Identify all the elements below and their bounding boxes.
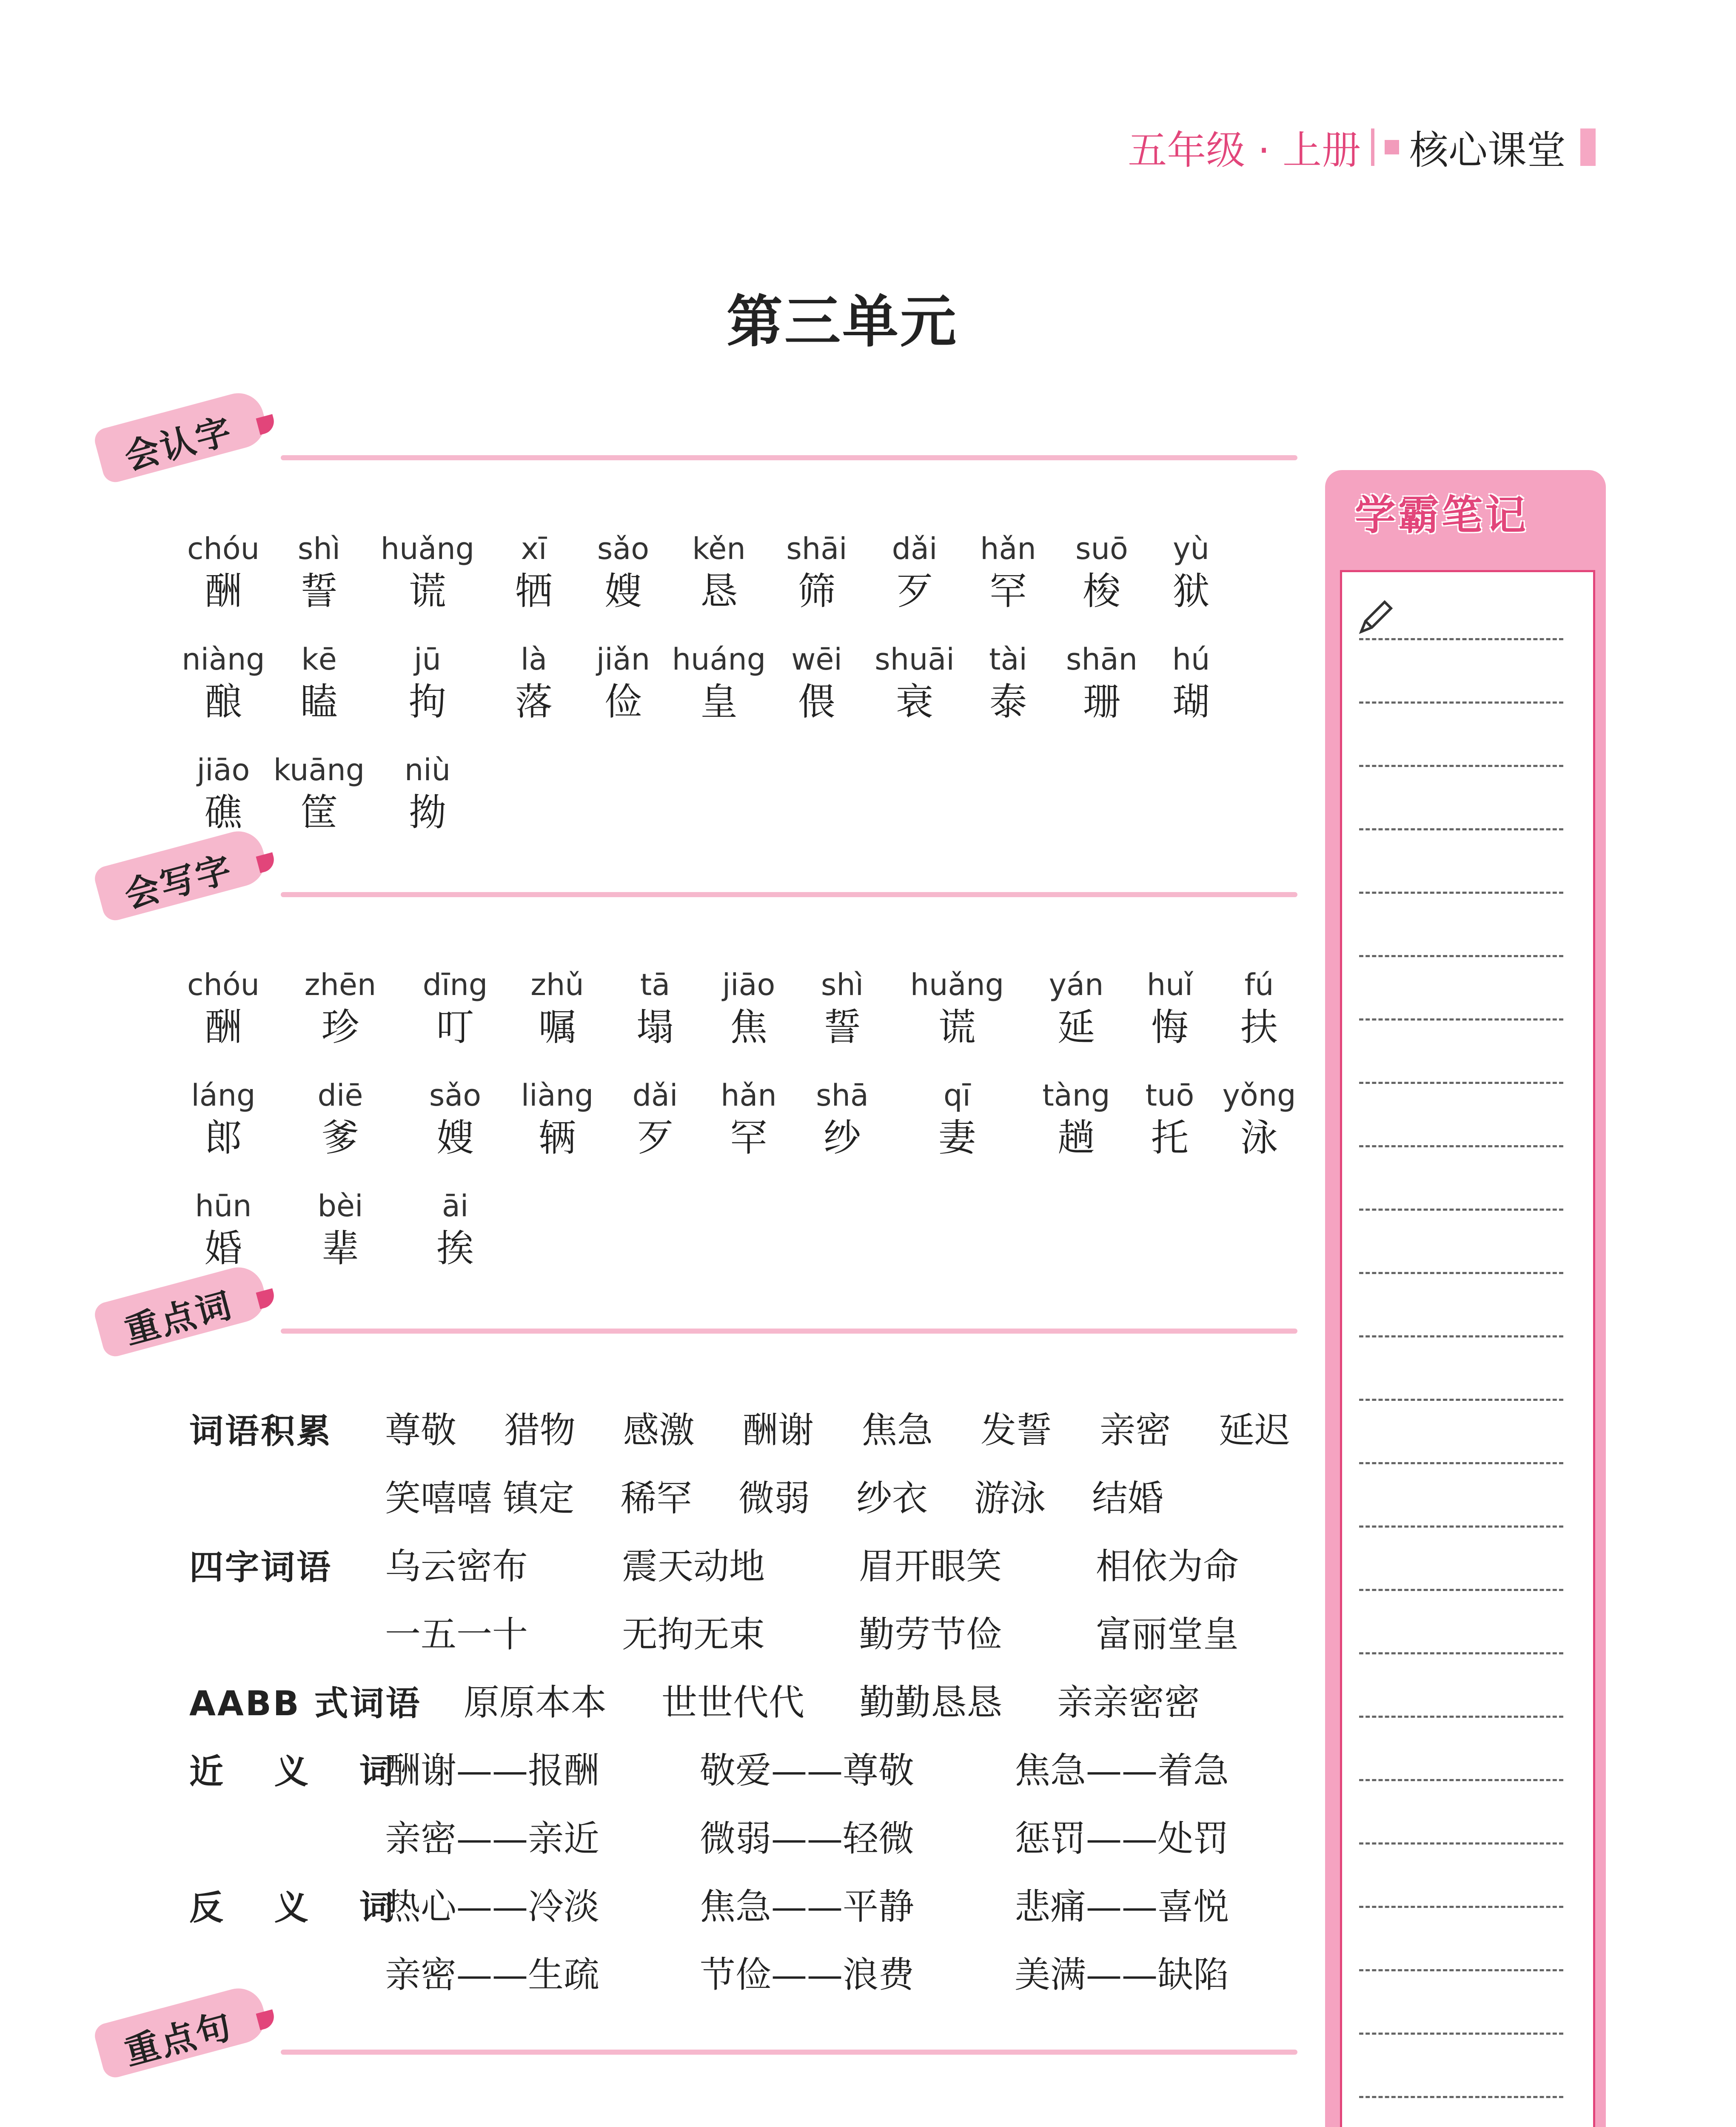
- write-char: [1119, 1076, 1221, 1161]
- antonym-pair: 焦急——平静: [700, 1886, 915, 1927]
- synonym-pair: 焦急——着急: [1015, 1750, 1229, 1791]
- vocab-word: 延迟: [1219, 1409, 1291, 1451]
- recognize-char: [1051, 640, 1153, 725]
- hanzi: 悔: [1151, 1005, 1189, 1049]
- hanzi: 偎: [798, 680, 835, 724]
- pinyin: jū: [414, 642, 441, 677]
- page-header: [1128, 119, 1596, 175]
- hanzi: 恳: [700, 569, 738, 613]
- hanzi: 塌: [636, 1005, 674, 1049]
- antonym-pair: 美满——缺陷: [1015, 1954, 1229, 1996]
- recognize-char: [172, 530, 274, 615]
- pinyin: shì: [821, 967, 864, 1002]
- pinyin: jiǎn: [596, 642, 650, 677]
- accum-label: 词语积累: [189, 1411, 332, 1451]
- write-char: [1208, 1076, 1310, 1161]
- hanzi: 歹: [895, 569, 933, 613]
- write-char: [404, 1187, 506, 1272]
- hanzi: 挨: [436, 1226, 474, 1270]
- note-line: [1359, 1399, 1563, 1401]
- recognize-char: [376, 530, 479, 615]
- recognize-char: [1140, 640, 1242, 725]
- pinyin: suō: [1075, 531, 1128, 566]
- pinyin: chóu: [187, 531, 260, 566]
- four-char-word: 乌云密布: [385, 1545, 528, 1587]
- pinyin: kē: [301, 642, 337, 677]
- pinyin: diē: [317, 1078, 363, 1113]
- vocab-word: 亲密: [1100, 1409, 1172, 1451]
- note-line: [1359, 1145, 1563, 1147]
- write-char: [289, 1187, 391, 1272]
- write-char: [289, 966, 391, 1051]
- pinyin: dǎi: [632, 1078, 678, 1113]
- note-line: [1359, 2096, 1563, 2098]
- pinyin: shā: [816, 1078, 869, 1113]
- antonym-label: 反 义 词: [189, 1888, 413, 1927]
- hanzi: 狱: [1172, 569, 1210, 613]
- write-char: [604, 966, 706, 1051]
- note-line: [1359, 2033, 1563, 2035]
- hanzi: 纱: [823, 1116, 861, 1160]
- rule-keywords: [281, 1329, 1297, 1334]
- pinyin: tā: [640, 967, 670, 1002]
- hanzi: 婚: [204, 1226, 242, 1270]
- pinyin: dǎi: [892, 531, 938, 566]
- hanzi: 瑚: [1172, 680, 1210, 724]
- vocab-word: 感激: [623, 1409, 695, 1451]
- hanzi: 梭: [1083, 569, 1120, 613]
- hanzi: 罕: [730, 1116, 767, 1160]
- synonym-pair: 敬爱——尊敬: [700, 1750, 915, 1791]
- recognize-char: [864, 530, 966, 615]
- pinyin: huǎng: [380, 531, 475, 566]
- hanzi: 酿: [204, 680, 242, 724]
- hanzi: 礁: [204, 790, 242, 834]
- write-char: [506, 966, 608, 1051]
- pinyin: yán: [1049, 967, 1104, 1002]
- recognize-char: [268, 640, 370, 725]
- recognize-char: [483, 530, 585, 615]
- hanzi: 俭: [604, 680, 642, 724]
- notes-area[interactable]: [1340, 570, 1595, 2127]
- vocab-word: 焦急: [861, 1409, 933, 1451]
- pinyin: tàng: [1042, 1078, 1110, 1113]
- recognize-char: [268, 751, 370, 836]
- pinyin: jiāo: [197, 753, 250, 787]
- write-char: [604, 1076, 706, 1161]
- hanzi: 落: [515, 680, 553, 724]
- rule-recognize: [281, 455, 1297, 460]
- tag-sentences: 重点句: [90, 1972, 279, 2080]
- note-line: [1359, 955, 1563, 957]
- recognize-char: [483, 640, 585, 725]
- hanzi: 托: [1151, 1116, 1189, 1160]
- pinyin: bèi: [317, 1189, 363, 1223]
- pinyin: fú: [1244, 967, 1274, 1002]
- write-char: [698, 1076, 800, 1161]
- synonym-pair: 亲密——亲近: [385, 1818, 600, 1859]
- write-char: [289, 1076, 391, 1161]
- pinyin: zhēn: [304, 967, 376, 1002]
- pinyin: liàng: [521, 1078, 594, 1113]
- vocab-word: 酬谢: [742, 1409, 814, 1451]
- pinyin: huǐ: [1146, 967, 1193, 1002]
- pinyin: zhǔ: [530, 967, 584, 1002]
- hanzi: 嫂: [436, 1116, 474, 1160]
- hanzi: 谎: [408, 569, 446, 613]
- note-line: [1359, 1652, 1563, 1654]
- recognize-char: [957, 640, 1059, 725]
- recognize-char: [766, 640, 868, 725]
- hanzi: 叮: [436, 1005, 474, 1049]
- four-char-word: 震天动地: [622, 1545, 765, 1587]
- header-separator: [1371, 128, 1374, 166]
- header-square-icon: [1385, 140, 1399, 154]
- synonym-label: 近 义 词: [189, 1752, 413, 1791]
- pinyin: yǒng: [1222, 1078, 1296, 1113]
- recognize-char: [376, 751, 479, 836]
- write-char: [791, 966, 893, 1051]
- note-line: [1359, 1335, 1563, 1337]
- pinyin: dīng: [422, 967, 488, 1002]
- hanzi: 嫂: [604, 569, 642, 613]
- recognize-char: [668, 530, 770, 615]
- antonym-pair: 热心——冷淡: [385, 1886, 600, 1927]
- pinyin: āi: [442, 1189, 469, 1223]
- note-line: [1359, 1842, 1563, 1845]
- vocab-word: 镇定: [503, 1477, 575, 1519]
- pinyin: huǎng: [910, 967, 1004, 1002]
- grade-label: 五年级 · 上册: [1128, 128, 1361, 173]
- write-char: [506, 1076, 608, 1161]
- note-line: [1359, 1779, 1563, 1781]
- pinyin: shì: [297, 531, 341, 566]
- pinyin: wēi: [791, 642, 842, 677]
- vocab-word: 发誓: [981, 1409, 1052, 1451]
- hanzi: 拘: [408, 680, 446, 724]
- aabb-word: 勤勤恳恳: [859, 1682, 1003, 1723]
- pinyin: niù: [404, 753, 451, 787]
- hanzi: 酬: [204, 569, 242, 613]
- write-char: [1208, 966, 1310, 1051]
- note-line: [1359, 1209, 1563, 1211]
- write-char: [1025, 1076, 1127, 1161]
- note-line: [1359, 1018, 1563, 1021]
- recognize-char: [1140, 530, 1242, 615]
- hanzi: 延: [1057, 1005, 1095, 1049]
- aabb-word: 亲亲密密: [1057, 1682, 1200, 1723]
- hanzi: 衰: [895, 680, 933, 724]
- notes-tab: [1325, 470, 1606, 542]
- unit-title: 第三单元: [727, 289, 958, 355]
- hanzi: 誓: [823, 1005, 861, 1049]
- pinyin: yù: [1173, 531, 1209, 566]
- write-char: [172, 1076, 274, 1161]
- note-line: [1359, 828, 1563, 830]
- pinyin: hǎn: [721, 1078, 777, 1113]
- note-line: [1359, 1589, 1563, 1591]
- synonym-pair: 微弱——轻微: [700, 1818, 915, 1859]
- pinyin: xī: [521, 531, 547, 566]
- pinyin: hǎn: [980, 531, 1036, 566]
- vocab-word: 结婚: [1092, 1477, 1164, 1519]
- hanzi: 酬: [204, 1005, 242, 1049]
- pinyin: sǎo: [429, 1078, 482, 1113]
- hanzi: 泰: [989, 680, 1027, 724]
- section-label: 核心课堂: [1409, 128, 1566, 173]
- four-char-word: 勤劳节俭: [859, 1614, 1002, 1655]
- pencil-icon: [1357, 598, 1395, 636]
- rule-sentences: [281, 2050, 1297, 2055]
- hanzi: 谎: [938, 1005, 976, 1049]
- pinyin: sǎo: [597, 531, 650, 566]
- hanzi: 妻: [938, 1116, 976, 1160]
- recognize-char: [572, 530, 674, 615]
- header-bar: [1580, 128, 1596, 166]
- aabb-word: 原原本本: [464, 1682, 607, 1723]
- aabb-label: AABB 式词语: [189, 1684, 422, 1723]
- sentence-kind: [189, 2125, 296, 2127]
- pinyin: kuāng: [273, 753, 365, 787]
- hanzi: 牺: [515, 569, 553, 613]
- four-char-word: 富丽堂皇: [1096, 1614, 1239, 1655]
- hanzi: 歹: [636, 1116, 674, 1160]
- tag-keywords: 重点词: [90, 1251, 279, 1359]
- antonym-pair: 悲痛——喜悦: [1015, 1886, 1229, 1927]
- recognize-char: [572, 640, 674, 725]
- note-line: [1359, 1716, 1563, 1718]
- note-line: [1359, 1462, 1563, 1464]
- note-line: [1359, 638, 1563, 640]
- pinyin: niàng: [182, 642, 265, 677]
- recognize-char: [957, 530, 1059, 615]
- vocab-word: 纱衣: [856, 1477, 928, 1519]
- pinyin: jiāo: [722, 967, 775, 1002]
- write-char: [1025, 966, 1127, 1051]
- write-char: [404, 1076, 506, 1161]
- rule-write: [281, 892, 1297, 897]
- pinyin: kěn: [692, 531, 746, 566]
- antonym-pair: 亲密——生疏: [385, 1954, 600, 1996]
- hanzi: 泳: [1240, 1116, 1278, 1160]
- note-line: [1359, 1525, 1563, 1528]
- vocab-word: 笑嘻嘻: [385, 1477, 493, 1519]
- recognize-char: [376, 640, 479, 725]
- pinyin: shuāi: [875, 642, 955, 677]
- write-char: [906, 966, 1008, 1051]
- pinyin: là: [520, 642, 547, 677]
- hanzi: 嘱: [538, 1005, 576, 1049]
- write-char: [172, 966, 274, 1051]
- pinyin: huáng: [672, 642, 766, 677]
- recognize-char: [766, 530, 868, 615]
- antonym-pair: 节俭——浪费: [700, 1954, 915, 1996]
- synonym-pair: 惩罚——处罚: [1015, 1818, 1229, 1859]
- note-line: [1359, 765, 1563, 767]
- sentence-line-1: [345, 2124, 1306, 2127]
- tag-write: 会写字: [90, 815, 279, 923]
- note-line: [1359, 1906, 1563, 1908]
- hanzi: 辈: [321, 1226, 359, 1270]
- vocab-word: 微弱: [738, 1477, 810, 1519]
- write-char: [791, 1076, 893, 1161]
- hanzi: 誓: [300, 569, 338, 613]
- hanzi: 辆: [538, 1116, 576, 1160]
- hanzi: 拗: [408, 790, 446, 834]
- recognize-char: [268, 530, 370, 615]
- hanzi: 扶: [1240, 1005, 1278, 1049]
- pinyin: qī: [944, 1078, 971, 1113]
- pinyin: tuō: [1145, 1078, 1194, 1113]
- four-char-word: 眉开眼笑: [859, 1545, 1002, 1587]
- write-char: [404, 966, 506, 1051]
- recognize-char: [668, 640, 770, 725]
- hanzi: 瞌: [300, 680, 338, 724]
- note-line: [1359, 1969, 1563, 1971]
- hanzi: 爹: [321, 1116, 359, 1160]
- write-char: [1119, 966, 1221, 1051]
- four-char-word: 无拘无束: [622, 1614, 765, 1655]
- pinyin: shāi: [786, 531, 847, 566]
- vocab-word: 游泳: [974, 1477, 1046, 1519]
- recognize-char: [1051, 530, 1153, 615]
- vocab-word: 稀罕: [621, 1477, 693, 1519]
- synonym-pair: 酬谢——报酬: [385, 1750, 600, 1791]
- pinyin: hú: [1172, 642, 1210, 677]
- note-line: [1359, 701, 1563, 704]
- hanzi: 珊: [1083, 680, 1120, 724]
- vocab-word: 尊敬: [385, 1409, 457, 1451]
- hanzi: 趟: [1057, 1116, 1095, 1160]
- hanzi: 皇: [700, 680, 738, 724]
- note-line: [1359, 1082, 1563, 1084]
- hanzi: 罕: [989, 569, 1027, 613]
- pinyin: hūn: [195, 1189, 252, 1223]
- hanzi: 筐: [300, 790, 338, 834]
- hanzi: 筛: [798, 569, 835, 613]
- vocab-word: 猎物: [504, 1409, 576, 1451]
- four-char-label: 四字词语: [189, 1548, 332, 1587]
- note-line: [1359, 1272, 1563, 1274]
- four-char-word: 一五一十: [385, 1614, 528, 1655]
- aabb-word: 世世代代: [661, 1682, 805, 1723]
- tag-recognize: 会认字: [90, 377, 279, 485]
- recognize-char: [172, 640, 274, 725]
- hanzi: 珍: [321, 1005, 359, 1049]
- notes-title: 学霸笔记: [1355, 491, 1528, 539]
- pinyin: chóu: [187, 967, 260, 1002]
- write-char: [906, 1076, 1008, 1161]
- recognize-char: [864, 640, 966, 725]
- pinyin: shān: [1066, 642, 1138, 677]
- pinyin: láng: [191, 1078, 256, 1113]
- pinyin: tài: [989, 642, 1027, 677]
- write-char: [698, 966, 800, 1051]
- note-line: [1359, 892, 1563, 894]
- hanzi: 郎: [204, 1116, 242, 1160]
- four-char-word: 相依为命: [1096, 1545, 1239, 1587]
- hanzi: 焦: [730, 1005, 767, 1049]
